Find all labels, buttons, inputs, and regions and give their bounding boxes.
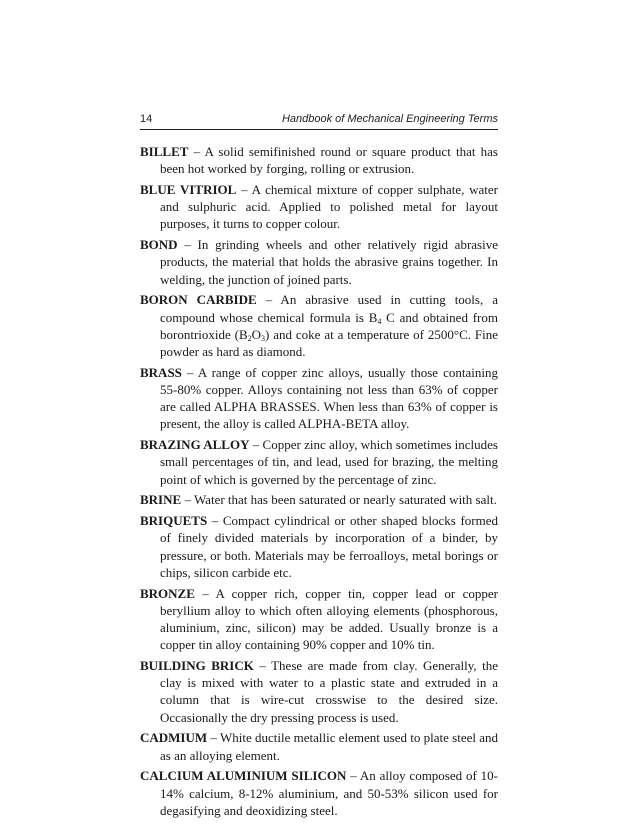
glossary-entry-calcium-aluminium-silicon [140,767,498,819]
entry-definition: – Compact cylindrical or other shaped blocks formed of finely divided materials by incorporation of a binder, by pressure, or both. Materials may be ferroalloys, metal borings or chips, silicon carbide etc. [160,513,498,580]
entry-term: BUILDING BRICK [140,658,254,674]
entry-definition-part: O [251,326,262,342]
entry-definition: – These are made from clay. Generally, the clay is mixed with water to a plastic state and extruded in a column that is wire-cut crosswise to the desired size. Occasionally the dry pressing process is used. [160,658,498,725]
glossary-entry-blue-vitriol [140,181,498,233]
glossary-entry-briquets [140,512,498,581]
entry-definition: – Copper zinc alloy, which sometimes includes small percentages of tin, and lead, used for brazing, the melting point of which is governed by the percentage of zinc. [160,437,498,487]
glossary-entry-boron-carbide [140,291,498,360]
entry-definition: – Water that has been saturated or nearly saturated with salt. [181,492,497,508]
glossary-entry-bond [140,236,498,288]
entry-term: BOND [140,237,178,253]
glossary-entry-billet [140,143,498,177]
glossary-entry-bronze [140,585,498,654]
entry-term: BLUE VITRIOL [140,182,237,197]
entry-definition: – A range of copper zinc alloys, usually those containing 55-80% copper. Alloys containing not less than 63% of copper are called ALPHA BRASSES. When less than 63% of copper is present, the alloy is called ALPHA-BETA alloy. [160,364,498,432]
glossary-entry-brine [140,491,498,508]
glossary-entries [140,143,498,823]
entry-definition-part: C and obtained from borontrioxide (B [160,309,498,342]
entry-definition: – White ductile metallic element used to plate steel and as an alloying element. [160,730,498,763]
entry-term: CALCIUM ALUMINIUM SILICON [140,768,347,784]
entry-term: BORON CARBIDE [140,292,257,308]
glossary-entry-brass [140,364,498,433]
entry-definition: – A copper rich, copper tin, copper lead or copper beryllium alloy to which often alloying elements (phosphorous, aluminium, zinc, silicon) may be added. Usually bronze is a copper tin alloy containing 90% copper and 10% tin. [160,585,498,653]
entry-definition: – A chemical mixture of copper sulphate, water and sulphuric acid. Applied to polished metal for layout purposes, it turns to copper colour. [160,182,498,232]
glossary-entry-building-brick [140,657,498,726]
page-number: 14 [140,113,153,125]
subscript: 2 [247,333,252,343]
entry-term: BILLET [140,144,189,159]
entry-definition-part: ) and coke at a temperature of 2500°C. Fine powder as hard as diamond. [160,326,498,360]
entry-definition: – In grinding wheels and other relatively rigid abrasive products, the material that holds the abrasive grains together. In welding, the junction of joined parts. [160,237,498,287]
entry-term: BRAZING ALLOY [140,437,250,453]
entry-term: CADMIUM [140,730,208,746]
running-title: Handbook of Mechanical Engineering Terms [281,113,498,125]
subscript: 4 [377,316,382,326]
entry-term: BRASS [140,364,182,380]
entry-definition-part: – An abrasive used in cutting tools, a compound whose chemical formula is B [160,292,498,325]
subscript: 3 [261,333,266,343]
entry-term: BRIQUETS [140,513,208,529]
page-header [140,111,498,130]
glossary-entry-cadmium [140,729,498,763]
entry-definition: – A solid semifinished round or square product that has been hot worked by forging, rolling or extrusion. [160,144,498,177]
entry-term: BRINE [140,492,182,508]
glossary-entry-brazing-alloy [140,436,498,488]
entry-term: BRONZE [140,585,195,601]
entry-definition: – An alloy composed of 10-14% calcium, 8-12% aluminium, and 50-53% silicon used for degasifying and deoxidizing steel. [160,768,498,818]
